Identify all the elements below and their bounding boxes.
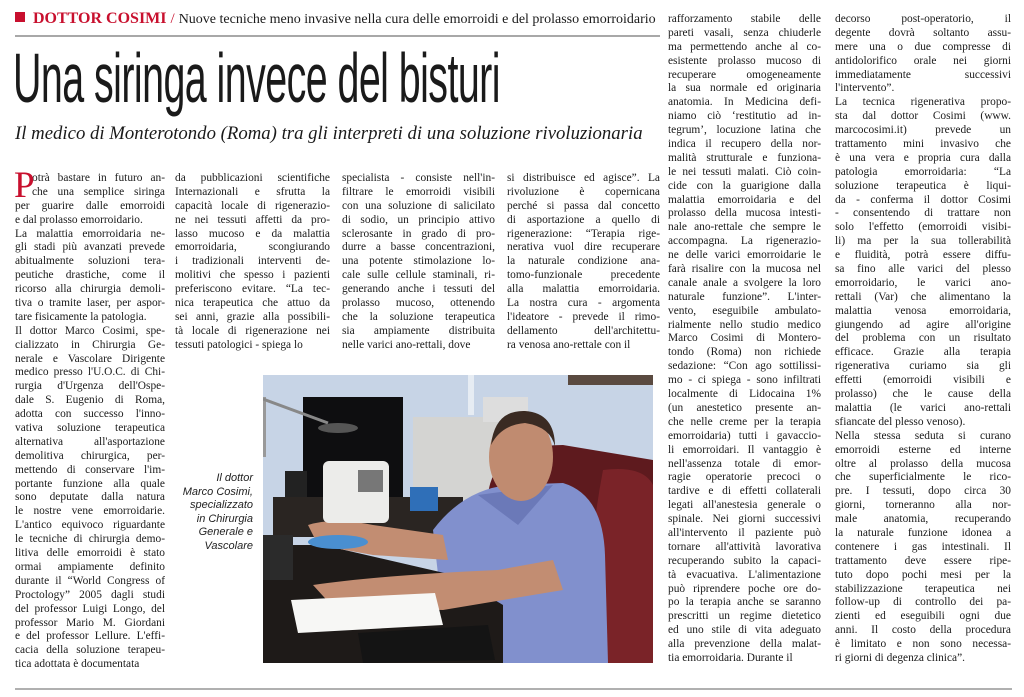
text-line: medico presso l'U.O.C. di Chi- — [15, 366, 165, 379]
kicker-separator: / — [170, 11, 175, 27]
text-line: Internazionali e sfrutta la — [175, 185, 330, 198]
text-line: gli stadi più avanzati prevede — [15, 241, 165, 254]
text-line: molitivi che spesso i pazienti — [175, 269, 330, 282]
text-line: del professor Luigi Longo, del — [15, 602, 165, 615]
text-line: localmente di Lidocaina 1% — [668, 388, 821, 401]
text-line: preferiscono evitare. “La tec- — [175, 283, 330, 296]
text-line: cacia della soluzione terapeu- — [15, 644, 165, 657]
text-line: La tecnica rigenerativa propo- — [835, 96, 1011, 109]
text-line: effetti (emorroidi visibili e — [835, 374, 1011, 387]
text-line: anni. Il costo della procedura — [835, 624, 1011, 637]
caption-line: Il dottor — [216, 472, 253, 484]
text-line: patologia emorroidaria: “La — [835, 165, 1011, 178]
text-line: perché si passa dal concetto — [507, 199, 660, 212]
text-line: professor Mario M. Giordani — [15, 616, 165, 629]
text-line: per guarire dalle emorroidi — [15, 199, 165, 212]
text-line: otrà bastare in futuro an- — [32, 172, 165, 184]
text-line: tà evacuativa. L'alimentazione — [668, 568, 821, 581]
text-line: ne nei tessuti affetti da pro- — [175, 213, 330, 226]
article-column-4 — [507, 172, 660, 353]
text-line: rafforzamento stabile delle — [668, 13, 821, 25]
text-line: cide con la guarigione dalla — [668, 179, 821, 192]
section-topic: Nuove tecniche meno invasive nella cura delle emorroidi e del prolasso emorroidario — [178, 12, 656, 27]
text-line: le nei tessuti malati. Ciò coin- — [668, 165, 821, 178]
text-line: vativa soluzione terapeutica — [15, 422, 165, 435]
text-line: La nostra cura - argomenta — [507, 297, 660, 310]
text-line: durre a basse concentrazioni, — [342, 241, 495, 254]
text-line: rialmente nello studio medico — [668, 318, 821, 331]
text-line: la sua normale ed originaria — [668, 82, 821, 95]
text-line: le tecniche di chirurgia demo- — [15, 533, 165, 546]
text-line: e fluidità, potrà essere diffu- — [835, 249, 1011, 262]
text-line: L'antico equivoco riguardante — [15, 519, 165, 532]
text-line: mere una o due compresse di — [835, 40, 1011, 53]
text-line: all'intervento il paziente può — [668, 526, 821, 539]
text-line: lasso mucoso e da malattia — [175, 227, 330, 240]
text-line: alla malattia emorroidaria. — [507, 283, 660, 296]
text-line: follow-up di controllo dei pa- — [835, 596, 1011, 609]
text-line: stabilizzazione terapeutica nei — [835, 582, 1011, 595]
text-line: sedazione: “Con ago sottilissi- — [668, 360, 821, 373]
text-line: i tradizionali interventi de- — [175, 255, 330, 268]
text-line: tiva o tramite laser, per aspor- — [15, 297, 165, 310]
text-line: ma permettendo anche al co- — [668, 40, 821, 53]
photo-caption — [170, 472, 253, 554]
text-line: li) ma per la sua tollerabilità — [835, 235, 1011, 248]
text-line: male anatomia, recuperando — [835, 513, 1011, 526]
text-line: nica terapeutica che attuo da — [175, 297, 330, 310]
caption-line: Generale e — [198, 526, 253, 539]
text-line: dellamento dell'architettu- — [507, 324, 660, 337]
text-line: Marco Cosimi di Montero- — [668, 332, 821, 345]
text-line: è una vera e propria cura dalla — [835, 151, 1011, 164]
text-line: efficace. Grazie alla terapia — [835, 346, 1011, 359]
text-line: tornare all'attività lavorativa — [668, 540, 821, 553]
text-line: sa fino alle varici del plesso — [835, 263, 1011, 276]
text-line: naturale funzione”. L'inter- — [668, 290, 821, 303]
text-line: trattamento mini invasivo che — [835, 138, 1011, 151]
text-line: e dal prolasso emorroidario. — [15, 213, 143, 226]
text-line: tomo-funzionale precedente — [507, 269, 660, 282]
section-kicker — [15, 8, 656, 30]
text-line: cializzato in Chirurgia Ge- — [15, 338, 165, 351]
text-line: esistente prolasso mucoso di — [668, 54, 821, 67]
text-line: legati all'anestesia generale o — [668, 499, 821, 512]
text-line: zienti ed eseguibili ogni due — [835, 610, 1011, 623]
text-line: emorroidario, le varici ano- — [835, 276, 1011, 289]
text-line: tuto dopo pochi mesi per la — [835, 568, 1011, 581]
text-line: malità strutturale e funziona- — [668, 151, 821, 164]
text-line: ed uno stile di vita adeguato — [668, 624, 821, 637]
text-line: trattamento deve essere ripe- — [835, 554, 1011, 567]
text-line: peutiche drastiche, come il — [15, 269, 165, 282]
text-line: nell'assenza totale di emor- — [668, 457, 821, 470]
text-line: (un anestetico presente an- — [668, 401, 821, 414]
text-line: la naturale funzione idonea a — [835, 526, 1011, 539]
article-column-2 — [175, 172, 330, 353]
text-line: può riprendere poche ore do- — [668, 582, 821, 595]
text-line: tare fisicamente la patologia. — [15, 310, 147, 323]
text-line: immediatamente successivi — [835, 68, 1011, 81]
text-line: che la soluzione terapeutica — [342, 310, 495, 323]
text-line: è limitato e non sono necessa- — [835, 638, 1011, 651]
text-line: tegrum’, locuzione latina che — [668, 124, 821, 137]
text-line: emorroidaria) tutti i gavaccio- — [668, 429, 821, 442]
text-line: nerativa vuol dire recuperare — [507, 241, 660, 254]
text-line: Il dottor Marco Cosimi, spe- — [15, 324, 165, 337]
text-line: l'intervento”. — [835, 82, 895, 95]
text-line: capacità locale di rigenerazio- — [175, 199, 330, 212]
text-line: rigenerazione: “Terapia rige- — [507, 227, 660, 240]
text-line: durante il “World Congress of — [15, 574, 165, 587]
header-rule — [15, 35, 660, 37]
text-line: soluzione terapeutica è liqui- — [835, 179, 1011, 192]
text-line: indica il recupero della nor- — [668, 138, 821, 151]
text-line: specialista - consiste nell'in- — [342, 172, 495, 184]
text-line: recuperare omogeneamente — [668, 68, 821, 81]
text-line: - consentendo di trattare non — [835, 207, 1011, 220]
text-line: generando anche i tessuti del — [342, 283, 495, 296]
text-line: rigenerativa curiamo sia gli — [835, 360, 1011, 373]
doctor-at-desk-image — [263, 375, 653, 663]
text-line: le nostre vene emorroidarie. — [15, 505, 165, 518]
text-line: filtrare le emorroidi visibili — [342, 185, 495, 198]
text-line: demolitiva chirurgica, per- — [15, 449, 165, 462]
doctor-photo — [263, 375, 653, 663]
text-line: emorroidaria, scongiurando — [175, 241, 330, 254]
footer-rule — [15, 688, 1012, 690]
text-line: nelle varici ano-rettali, dove — [342, 338, 471, 351]
text-line: sono deputate dalla natura — [15, 491, 165, 504]
text-line: sei anni, grazie alla possibili- — [175, 310, 330, 323]
text-line: malattia venosa emorroidaria, — [835, 304, 1011, 317]
text-line: pareti vasali, senza chiuderle — [668, 26, 821, 39]
text-line: sclerosante in grado di pro- — [342, 227, 495, 240]
text-line: ragie operatorie precoci o — [668, 471, 821, 484]
text-line: ormai ampiamente definito — [15, 560, 165, 573]
text-line: tica adottata è documentata — [15, 658, 140, 671]
text-line: contenere i gas intestinali. Il — [835, 540, 1011, 553]
text-line: ricorso alla chirurgia demoli- — [15, 283, 165, 296]
text-line: solo l'effetto (emorroidi visibi- — [835, 221, 1011, 234]
drop-cap: P — [14, 165, 35, 206]
text-line: decorso post-operatorio, il — [835, 13, 1011, 25]
text-line: con una soluzione di salicilato — [342, 199, 495, 212]
text-line: adotta con successo l'inno- — [15, 408, 165, 421]
text-line: dale S. Eugenio di Roma, — [15, 394, 165, 407]
text-line: marcocosimi.it) prevede un — [835, 124, 1011, 137]
text-line: prolasso mucoso, ottenendo — [342, 297, 495, 310]
caption-line: specializzato — [190, 499, 253, 512]
text-line: del problema con un risultato — [835, 332, 1011, 345]
text-line: alla prevenzione della malat- — [668, 638, 821, 651]
text-line: spinale. Nei giorni successivi — [668, 513, 821, 526]
text-line: litiva delle emorroidi è stato — [15, 547, 165, 560]
article-column-5 — [668, 13, 821, 666]
text-line: una potente stimolazione lo- — [342, 255, 495, 268]
text-line: La malattia emorroidaria ne- — [15, 227, 165, 240]
text-line: di sodio, un principio attivo — [342, 213, 495, 226]
text-line: farà risalire con la mucosa nel — [668, 263, 821, 276]
text-line: rivoluzione è copernicana — [507, 185, 660, 198]
text-line: tardive e di effetti collaterali — [668, 485, 821, 498]
text-line: sfiancate del plesso venoso). — [835, 415, 966, 428]
text-line: recuperando subito la capaci- — [668, 554, 821, 567]
text-line: giungendo ad agire all'origine — [835, 318, 1011, 331]
text-line: canale anale a svolgere la loro — [668, 276, 821, 289]
text-line: anatomia. In Medicina defi- — [668, 96, 821, 109]
section-square-icon — [15, 12, 25, 22]
caption-line: Marco Cosimi, — [182, 485, 253, 498]
text-line: che nelle creme per la terapia — [668, 415, 821, 428]
text-line: ra venosa ano-rettale con il — [507, 338, 631, 351]
text-line: di asportazione a quello di — [507, 213, 660, 226]
text-line: emorroidi esterne ed interne — [835, 443, 1011, 456]
text-line: rurgia d'Urgenza dell'Ospe- — [15, 380, 165, 393]
text-line: nerale e Vascolare Dirigente — [15, 352, 165, 365]
text-line: nale ano-rettale che sempre le — [668, 221, 821, 234]
text-line: li emorroidari. Il vantaggio è — [668, 443, 821, 456]
section-name: DOTTOR COSIMI — [33, 10, 167, 27]
text-line: ri giorni di degenza clinica”. — [835, 651, 965, 664]
text-line: mettendo di conservare l'im- — [15, 463, 165, 476]
caption-line: in Chirurgia — [196, 512, 253, 525]
text-line: si distribuisce ed agisce”. La — [507, 172, 660, 184]
text-line: antidolorifico orale nei giorni — [835, 54, 1011, 67]
text-line: l'ideatore - prevede il rimo- — [507, 310, 660, 323]
text-line: da pubblicazioni scientifiche — [175, 172, 330, 184]
text-line: tessuti patologici - spiega lo — [175, 338, 303, 351]
text-line: rettali (Var) che alimentano la — [835, 290, 1011, 303]
text-line: che superficialmente le rico- — [835, 471, 1011, 484]
text-line: degente dovrà soltanto assu- — [835, 26, 1011, 39]
text-line: oltre al prolasso della mucosa — [835, 457, 1011, 470]
text-line: prescritti un regime dietetico — [668, 610, 821, 623]
article-column-6 — [835, 13, 1011, 666]
text-line: prolasso della mucosa intesti- — [668, 207, 821, 220]
text-line: prolasso) che le cause della — [835, 388, 1011, 401]
article-column-3 — [342, 172, 495, 353]
text-line: cale sulle cellule staminali, ri- — [342, 269, 495, 282]
text-line: sia ampiamente distribuita — [342, 324, 495, 337]
text-line: tondo (Roma) non richiede — [668, 346, 821, 359]
caption-line: Vascolare — [204, 539, 253, 552]
text-line: accompagna. La rigenerazio- — [668, 235, 821, 248]
text-line: sta dal dottor Cosimi (www. — [835, 110, 1011, 123]
text-line: e del professor Lellure. L'effi- — [15, 630, 165, 643]
text-line: che una semplice siringa — [32, 185, 165, 198]
text-line: malattia (le varici ano-rettali — [835, 401, 1011, 414]
text-line: malattia emorroidaria e del — [668, 193, 821, 206]
article-column-1 — [14, 165, 165, 672]
headline: Una siringa invece del bisturi — [13, 39, 500, 117]
text-line: tia emorroidaria. Durante il — [668, 651, 793, 664]
text-line: pre. I tessuti, dopo circa 30 — [835, 485, 1011, 498]
text-line: Proctology” 2005 dagli studi — [15, 588, 165, 601]
text-line: ne delle varici emorroidarie le — [668, 249, 821, 262]
text-line: Nella stessa seduta si curano — [835, 429, 1011, 442]
text-line: la naturale condizione ana- — [507, 255, 660, 268]
subheadline: Il medico di Monterotondo (Roma) tra gli interpreti di una soluzione rivoluzionaria — [15, 123, 643, 144]
text-line: da - conferma il dottor Cosimi — [835, 193, 1011, 206]
text-line: tà locale di rigenerazione nei — [175, 324, 330, 337]
text-line: niamo ciò ‘restitutio ad in- — [668, 110, 821, 123]
text-line: po la terapia anche se saranno — [668, 596, 821, 609]
text-line: giorni, torneranno alla nor- — [835, 499, 1011, 512]
text-line: mo - ci spiega - sono infiltrati — [668, 374, 821, 387]
text-line: abitualmente soluzioni tera- — [15, 255, 165, 268]
text-line: vento, eseguibile ambulato- — [668, 304, 821, 317]
text-line: alternativa all'asportazione — [15, 435, 165, 448]
text-line: portante funzione alla quale — [15, 477, 165, 490]
